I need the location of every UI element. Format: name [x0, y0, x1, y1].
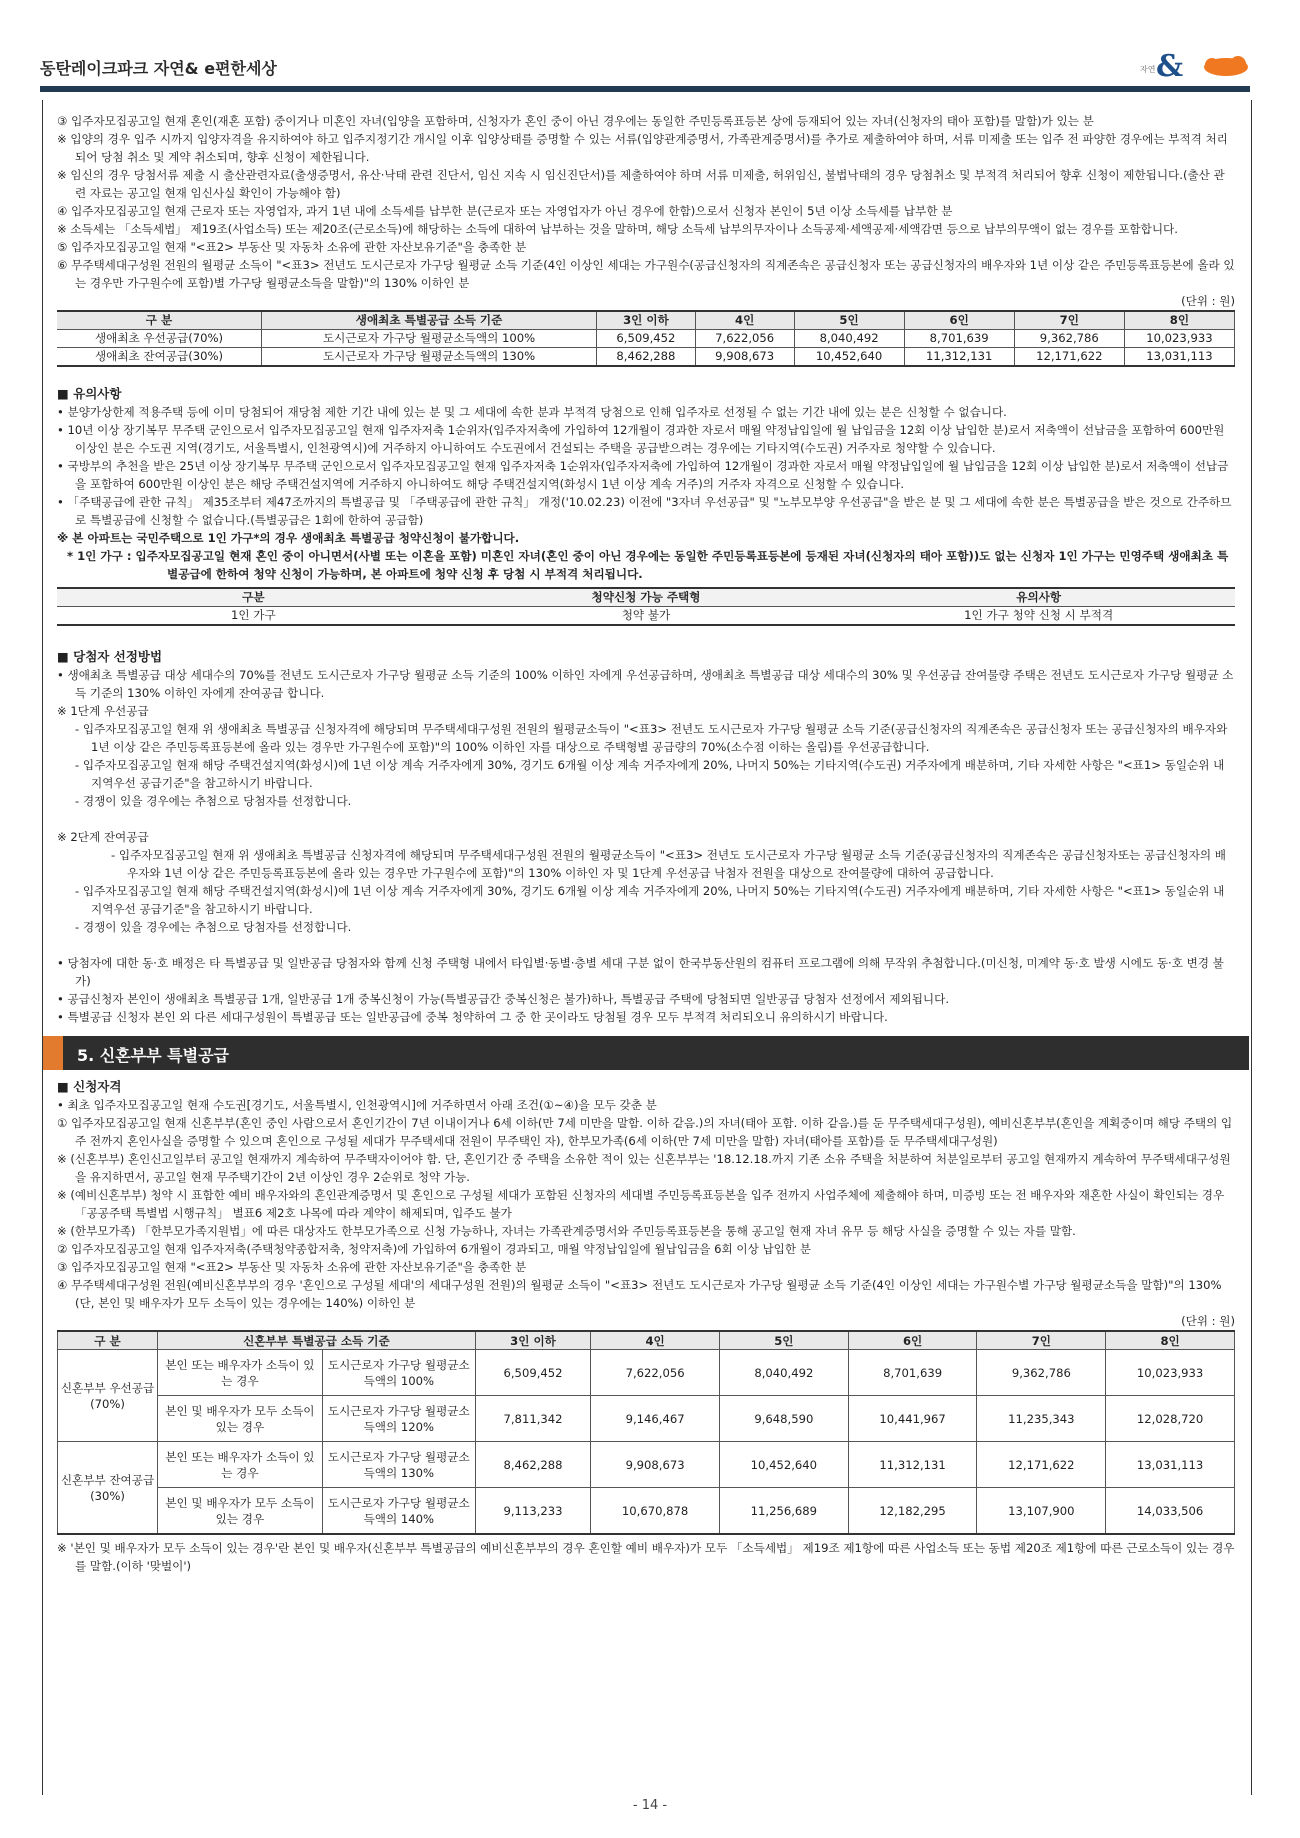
income-basis-cell: 도시근로자 가구당 월평균소득액의 120% [322, 1396, 475, 1442]
column-header: 3인 이하 [475, 1331, 590, 1350]
column-header: 신혼부부 특별공급 소득 기준 [158, 1331, 476, 1350]
column-header: 4인 [591, 1331, 720, 1350]
step2-title: ※ 2단계 잔여공급 [57, 830, 149, 844]
section-accent [43, 1036, 63, 1070]
table-cell: 생애최초 우선공급(70%) [57, 330, 262, 348]
notes-heading: ■ 유의사항 [57, 386, 122, 401]
step1-title: ※ 1단계 우선공급 [57, 704, 149, 718]
table-cell: 7,622,056 [695, 330, 794, 348]
qualification-item: ① 입주자모집공고일 현재 신혼부부(혼인 중인 사람으로서 혼인기간이 7년 이내이거나 6세 이하(만 7세 미만을 말함. 이하 같음.)의 자녀(태아 포함. 이하 같음.)를 둔 무주택세대구성원), 예비신혼부부(혼인을 계획중이며 해당 주택의 입주 전까지 혼인사실을 증명할 수 있으며 혼인으로 구성될 세대가 무주택세대 전원이 무주택인 자), 한부모가족(6세 이하(만 7세 미만을 말함) 자녀(태아를 포함)를 둔 무주택세대구성원) [57, 1116, 1233, 1148]
final-note: ※ '본인 및 배우자가 모두 소득이 있는 경우'란 본인 및 배우자(신혼부부 특별공급의 예비신혼부부의 경우 혼인할 예비 배우자)가 모두 「소득세법」 제19조 제1항에 따른 사업소득 또는 동법 제20조 제1항에 따른 근로소득이 있는 경우를 말함.(이하 '맞벌이') [57, 1541, 1235, 1573]
table-cell: 6,509,452 [475, 1350, 590, 1396]
eligibility-list [57, 112, 1235, 292]
content-frame [42, 100, 1252, 1795]
table-cell: 7,622,056 [591, 1350, 720, 1396]
table-cell: 9,908,673 [591, 1442, 720, 1488]
table-cell: 1인 가구 [57, 607, 450, 626]
column-header: 청약신청 가능 주택형 [450, 588, 843, 607]
note-item: • 국방부의 추천을 받은 25년 이상 장기복무 무주택 군인으로서 입주자모집공고일 현재 입주자저축 1순위자(입주자저축에 가입하여 12개월이 경과한 자로서 매월 약정납입일에 월 납입금을 12회 이상 납입한 분)로서 저축액이 선납금을 포함하여 600만원 이상인 분은 해당 주택건설지역에 거주하지 아니하여도 해당 주택건설지역(화성시 1년 이상 계속 거주)의 거주자 자격으로 신청할 수 있습니다. [57, 459, 1229, 491]
qualification-heading: ■ 신청자격 [57, 1079, 122, 1094]
column-header: 6인 [904, 311, 1014, 330]
page-number: - 14 - [632, 1798, 668, 1813]
column-header: 7인 [977, 1331, 1106, 1350]
table-row [57, 607, 1235, 626]
single-household-table [57, 587, 1235, 626]
table-cell: 9,648,590 [719, 1396, 848, 1442]
header-title: 동탄레이크파크 자연& e편한세상 [40, 59, 277, 78]
table-cell: 13,107,900 [977, 1488, 1106, 1535]
step2-first: - 입주자모집공고일 현재 위 생애최초 특별공급 신청자격에 해당되며 무주택세대구성원 전원의 월평균소득이 "<표3> 전년도 도시근로자 가구당 월평균 소득 기준(공급신청자의 직계존속은 공급신청자또는 공급신청자의 배우자와 1년 이상 같은 주민등록표등본에 올라 있는 경우만 가구원수에 포함)"의 130% 이하인 자 및 1단계 우선공급 낙첨자 전원을 대상으로 잔여물량에 대하여 공급합니다. [111, 848, 1227, 880]
table-cell: 9,908,673 [695, 348, 794, 367]
table-cell: 12,171,622 [977, 1442, 1106, 1488]
column-header: 3인 이하 [597, 311, 696, 330]
income-condition-cell: 본인 및 배우자가 모두 소득이 있는 경우 [158, 1396, 323, 1442]
group-label-cell: 신혼부부 우선공급(70%) [58, 1350, 158, 1442]
table-cell: 1인 가구 청약 신청 시 부적격 [842, 607, 1235, 626]
eligibility-item: ③ 입주자모집공고일 현재 혼인(재혼 포함) 중이거나 미혼인 자녀(입양을 포함하며, 신청자가 혼인 중이 아닌 경우에는 동일한 주민등록표등본 상에 등재되어 있는 자녀(신청자의 태아 포함)를 말함)가 있는 분 [57, 114, 1094, 128]
table-row [58, 1442, 1235, 1488]
table-cell: 10,452,640 [794, 348, 904, 367]
step2-list [57, 882, 1235, 936]
qualification-item: ② 입주자모집공고일 현재 입주자저축(주택청약종합저축, 청약저축)에 가입하여 6개월이 경과되고, 매월 약정납입일에 월납입금을 6회 이상 납입한 분 [57, 1242, 811, 1256]
column-header: 7인 [1014, 311, 1124, 330]
table-cell: 11,235,343 [977, 1396, 1106, 1442]
column-header: 4인 [695, 311, 794, 330]
content [57, 112, 1235, 1575]
table-cell: 9,146,467 [591, 1396, 720, 1442]
table-cell: 도시근로자 가구당 월평균소득액의 100% [262, 330, 597, 348]
page-header [40, 48, 1250, 86]
selection-intro: • 생애최초 특별공급 대상 세대수의 70%를 전년도 도시근로자 가구당 월평균 소득 기준의 100% 이하인 자에게 우선공급하며, 생애최초 특별공급 대상 세대수의 30% 및 우선공급 잔여물량 주택은 전년도 도시근로자 가구당 월평균 소득 기준의 130% 이하인 자에게 잔여공급 합니다. [57, 668, 1234, 700]
column-header: 5인 [719, 1331, 848, 1350]
brand-logo [1140, 49, 1190, 84]
note-item: • 「주택공급에 관한 규칙」 제35조부터 제47조까지의 특별공급 및 「주택공급에 관한 규칙」 개정('10.02.23) 이전에 "3자녀 우선공급" 및 "노부모부양 우선공급"을 받은 분 및 그 세대에 속한 분은 특별공급을 받은 것으로 간주하므로 특별공급에 신청할 수 없습니다.(특별공급은 1회에 한하여 공급함) [57, 495, 1232, 527]
selection-bullets [57, 954, 1235, 1026]
table-cell: 청약 불가 [450, 607, 843, 626]
step1-list [57, 720, 1235, 810]
unit-label-2: (단위 : 원) [1181, 1314, 1235, 1328]
notes-bold-1: ※ 본 아파트는 국민주택으로 1인 가구*의 경우 생애최초 특별공급 청약신청이 불가합니다. [57, 531, 520, 545]
step1-item: - 입주자모집공고일 현재 해당 주택건설지역(화성시)에 1년 이상 계속 거주자에게 30%, 경기도 6개월 이상 계속 거주자에게 20%, 나머지 50%는 기타지역(수도권) 거주자에게 배분하며, 기타 자세한 사항은 "<표1> 동일순위 내 지역우선 공급기준"을 참고하시기 바랍니다. [75, 758, 1225, 790]
step2-item: - 경쟁이 있을 경우에는 추첨으로 당첨자를 선정합니다. [75, 920, 352, 934]
table-cell: 10,023,933 [1106, 1350, 1235, 1396]
income-basis-cell: 도시근로자 가구당 월평균소득액의 140% [322, 1488, 475, 1535]
qualification-list [57, 1096, 1235, 1312]
eligibility-item: ④ 입주자모집공고일 현재 근로자 또는 자영업자, 과거 1년 내에 소득세를 납부한 분(근로자 또는 자영업자가 아닌 경우에 한함)으로서 신청자 본인이 5년 이상 소득세를 납부한 분 [57, 204, 953, 218]
eligibility-item: ⑤ 입주자모집공고일 현재 "<표2> 부동산 및 자동차 소유에 관한 자산보유기준"을 충족한 분 [57, 240, 527, 254]
brand-blob-icon [1202, 56, 1250, 78]
table-cell: 8,701,639 [904, 330, 1014, 348]
table-cell: 8,462,288 [597, 348, 696, 367]
qualification-item: ※ (신혼부부) 혼인신고일부터 공고일 현재까지 계속하여 무주택자이어야 함. 단, 혼인기간 중 주택을 소유한 적이 있는 신혼부부는 '18.12.18.까지 기존 소유 주택을 처분하여 처분일로부터 공고일 현재까지 계속하여 무주택세대구성원을 유지하면서, 공고일 현재 무주택기간이 2년 이상인 경우 2순위로 청약 가능. [57, 1152, 1231, 1184]
section-5-title: 5. 신혼부부 특별공급 [77, 1046, 229, 1065]
table-header-row [58, 1331, 1235, 1350]
income-condition-cell: 본인 또는 배우자가 소득이 있는 경우 [158, 1350, 323, 1396]
step1-item: - 입주자모집공고일 현재 위 생애최초 특별공급 신청자격에 해당되며 무주택세대구성원 전원의 월평균소득이 "<표3> 전년도 도시근로자 가구당 월평균 소득 기준(공급신청자의 직계존속은 공급신청자 또는 공급신청자의 배우자와 1년 이상 같은 주민등록표등본에 올라 있는 경우만 가구원수에 포함)"의 100% 이하인 자를 대상으로 주택형별 공급량의 70%(소수점 이하는 올림)를 우선공급합니다. [75, 722, 1228, 754]
table-header-row [57, 311, 1235, 330]
column-header: 5인 [794, 311, 904, 330]
logo-small-text: 자연 [1140, 65, 1156, 74]
table-cell: 8,040,492 [794, 330, 904, 348]
header-divider [40, 86, 1250, 92]
table-cell: 9,362,786 [977, 1350, 1106, 1396]
table-cell: 12,028,720 [1106, 1396, 1235, 1442]
column-header: 8인 [1106, 1331, 1235, 1350]
column-header: 생애최초 특별공급 소득 기준 [262, 311, 597, 330]
qualification-item: ④ 무주택세대구성원 전원(예비신혼부부의 경우 '혼인으로 구성될 세대'의 세대구성원 전원)의 월평균 소득이 "<표3> 전년도 도시근로자 가구당 월평균 소득 기준(4인 이상인 세대는 가구원수별 가구당 월평균소득을 말함)"의 130%(단, 본인 및 배우자가 모두 소득이 있는 경우에는 140%) 이하인 분 [57, 1278, 1222, 1310]
table-cell: 11,312,131 [848, 1442, 977, 1488]
selection-heading: ■ 당첨자 선정방법 [57, 649, 163, 664]
selection-bullet: • 당첨자에 대한 동·호 배정은 타 특별공급 및 일반공급 당첨자와 함께 신청 주택형 내에서 타입별·동별·층별 세대 구분 없이 한국부동산원의 컴퓨터 프로그램에 의해 무작위 추첨합니다.(미신청, 미계약 동·호 발생 시에도 동·호 변경 불가) [57, 956, 1224, 988]
column-header: 구 분 [58, 1331, 158, 1350]
note-item: • 분양가상한제 적용주택 등에 이미 당첨되어 재당첨 제한 기간 내에 있는 분 및 그 세대에 속한 분과 부적격 당첨으로 인해 입주자로 선정될 수 없는 기간 내에 있는 분은 신청할 수 없습니다. [57, 405, 1007, 419]
table-row [57, 330, 1235, 348]
table-cell: 9,113,233 [475, 1488, 590, 1535]
table-row [58, 1396, 1235, 1442]
column-header: 유의사항 [842, 588, 1235, 607]
table-cell: 10,023,933 [1124, 330, 1234, 348]
logo-ampersand: & [1156, 49, 1184, 84]
selection-bullet: • 공급신청자 본인이 생애최초 특별공급 1개, 일반공급 1개 중복신청이 가능(특별공급간 중복신청은 불가)하나, 특별공급 주택에 당첨되면 일반공급 당첨자 선정에서 제외됩니다. [57, 992, 950, 1006]
column-header: 6인 [848, 1331, 977, 1350]
qualification-item: • 최초 입주자모집공고일 현재 수도권[경기도, 서울특별시, 인천광역시]에 거주하면서 아래 조건(①~④)을 모두 갖춘 분 [57, 1098, 657, 1112]
qualification-item: ※ (예비신혼부부) 청약 시 표함한 예비 배우자와의 혼인관계증명서 및 혼인으로 구성될 세대가 포함된 신청자의 세대별 주민등록표등본을 입주 전까지 사업주체에 제출해야 하며, 미증빙 또는 전 배우자와 재혼한 사실이 확인되는 경우 「공공주택 특별법 시행규칙」 별표6 제2호 나목에 따라 계약이 해제되며, 입주도 불가 [57, 1188, 1225, 1220]
table-cell: 8,701,639 [848, 1350, 977, 1396]
table-cell: 6,509,452 [597, 330, 696, 348]
table-cell: 7,811,342 [475, 1396, 590, 1442]
eligibility-item: ⑥ 무주택세대구성원 전원의 월평균 소득이 "<표3> 전년도 도시근로자 가구당 월평균 소득 기준(4인 이상인 세대는 가구원수(공급신청자의 직계존속은 공급신청자 또는 공급신청자의 배우자와 1년 이상 같은 주민등록표등본에 올라 있는 경우만 가구원수에 포함)별 가구당 월평균소득을 말함)"의 130% 이하인 분 [57, 258, 1235, 290]
column-header: 8인 [1124, 311, 1234, 330]
table-header-row [57, 588, 1235, 607]
table-cell: 10,452,640 [719, 1442, 848, 1488]
table-cell: 생애최초 잔여공급(30%) [57, 348, 262, 367]
column-header: 구 분 [57, 311, 262, 330]
table-cell: 12,182,295 [848, 1488, 977, 1535]
table-cell: 9,362,786 [1014, 330, 1124, 348]
section-5-title-bar [43, 1036, 1249, 1070]
table-cell: 11,312,131 [904, 348, 1014, 367]
first-home-income-table [57, 310, 1235, 367]
table-cell: 13,031,113 [1106, 1442, 1235, 1488]
column-header: 구분 [57, 588, 450, 607]
table-cell: 14,033,506 [1106, 1488, 1235, 1535]
table-cell: 도시근로자 가구당 월평균소득액의 130% [262, 348, 597, 367]
income-basis-cell: 도시근로자 가구당 월평균소득액의 130% [322, 1442, 475, 1488]
income-condition-cell: 본인 및 배우자가 모두 소득이 있는 경우 [158, 1488, 323, 1535]
step1-item: - 경쟁이 있을 경우에는 추첨으로 당첨자를 선정합니다. [75, 794, 352, 808]
table-row [58, 1350, 1235, 1396]
qualification-item: ※ (한부모가족) 「한부모가족지원법」에 따른 대상자도 한부모가족으로 신청 가능하나, 자녀는 가족관계증명서와 주민등록표등본을 통해 공고일 현재 자녀 유무 등 해당 사실을 증명할 수 있는 자를 말함. [57, 1224, 1076, 1238]
table-cell: 10,670,878 [591, 1488, 720, 1535]
table-cell: 12,171,622 [1014, 348, 1124, 367]
unit-label-1: (단위 : 원) [1181, 294, 1235, 308]
eligibility-item: ※ 입양의 경우 입주 시까지 입양자격을 유지하여야 하고 입주지정기간 개시일 이후 입양상태를 증명할 수 있는 서류(입양관계증명서, 가족관계증명서)를 추가로 제출하여야 하며, 서류 미제출 또는 입주 전 파양한 경우에는 부적격 처리되어 당첨 취소 및 계약 취소되며, 향후 신청이 제한됩니다. [57, 132, 1228, 164]
notes-list [57, 403, 1235, 529]
group-label-cell: 신혼부부 잔여공급(30%) [58, 1442, 158, 1535]
step2-item: - 입주자모집공고일 현재 해당 주택건설지역(화성시)에 1년 이상 계속 거주자에게 30%, 경기도 6개월 이상 계속 거주자에게 20%, 나머지 50%는 기타지역(수도권) 거주자에게 배분하며, 기타 자세한 사항은 "<표1> 동일순위 내 지역우선 공급기준"을 참고하시기 바랍니다. [75, 884, 1225, 916]
newlywed-income-table [57, 1330, 1235, 1535]
eligibility-item: ※ 임신의 경우 당첨서류 제출 시 출산관련자료(출생증명서, 유산·낙태 관련 진단서, 임신 지속 시 임신진단서)를 제출하여야 하며 서류 미제출, 허위임신, 불법낙태의 경우 당첨취소 및 부적격 처리되어 향후 신청이 제한됩니다.(출산 관련 자료는 공고일 현재 임신사실 확인이 가능해야 함) [57, 168, 1225, 200]
income-condition-cell: 본인 또는 배우자가 소득이 있는 경우 [158, 1442, 323, 1488]
table-cell: 8,462,288 [475, 1442, 590, 1488]
selection-bullet: • 특별공급 신청자 본인 외 다른 세대구성원이 특별공급 또는 일반공급에 중복 청약하여 그 중 한 곳이라도 당첨될 경우 모두 부적격 처리되오니 유의하시기 바랍니다. [57, 1010, 888, 1024]
notes-bold-2: * 1인 가구 : 입주자모집공고일 현재 혼인 중이 아니면서(사별 또는 이혼을 포함) 미혼인 자녀(혼인 중이 아닌 경우에는 동일한 주민등록표등본에 등재된 자녀(신청자의 태아 포함))도 없는 신청자 1인 가구는 민영주택 생애최초 특별공급에 한하여 청약 신청이 가능하며, 본 아파트에 청약 신청 후 당첨 시 부적격 처리됩니다. [67, 549, 1229, 581]
table-cell: 10,441,967 [848, 1396, 977, 1442]
table-row [58, 1488, 1235, 1535]
income-basis-cell: 도시근로자 가구당 월평균소득액의 100% [322, 1350, 475, 1396]
table-cell: 13,031,113 [1124, 348, 1234, 367]
eligibility-item: ※ 소득세는 「소득세법」 제19조(사업소득) 또는 제20조(근로소득)에 해당하는 소득에 대하여 납부하는 것을 말하며, 해당 소득세 납부의무자이나 소득공제·세액공제·세액감면 등으로 납부의무액이 없는 경우를 포함합니다. [57, 222, 1178, 236]
note-item: • 10년 이상 장기복무 무주택 군인으로서 입주자모집공고일 현재 입주자저축 1순위자(입주자저축에 가입하여 12개월이 경과한 자로서 매월 약정납입일에 월 납입금을 12회 이상 납입한 분)로서 저축액이 선납금을 포함하여 600만원 이상인 분은 수도권 지역(경기도, 서울특별시, 인천광역시)에 거주하지 아니하여도 수도권에서 건설되는 주택을 공급받으려는 경우에는 기타지역(수도권) 거주자로 청약할 수 있습니다. [57, 423, 1225, 455]
qualification-item: ③ 입주자모집공고일 현재 "<표2> 부동산 및 자동차 소유에 관한 자산보유기준"을 충족한 분 [57, 1260, 527, 1274]
table-cell: 11,256,689 [719, 1488, 848, 1535]
table-row [57, 348, 1235, 367]
table-cell: 8,040,492 [719, 1350, 848, 1396]
